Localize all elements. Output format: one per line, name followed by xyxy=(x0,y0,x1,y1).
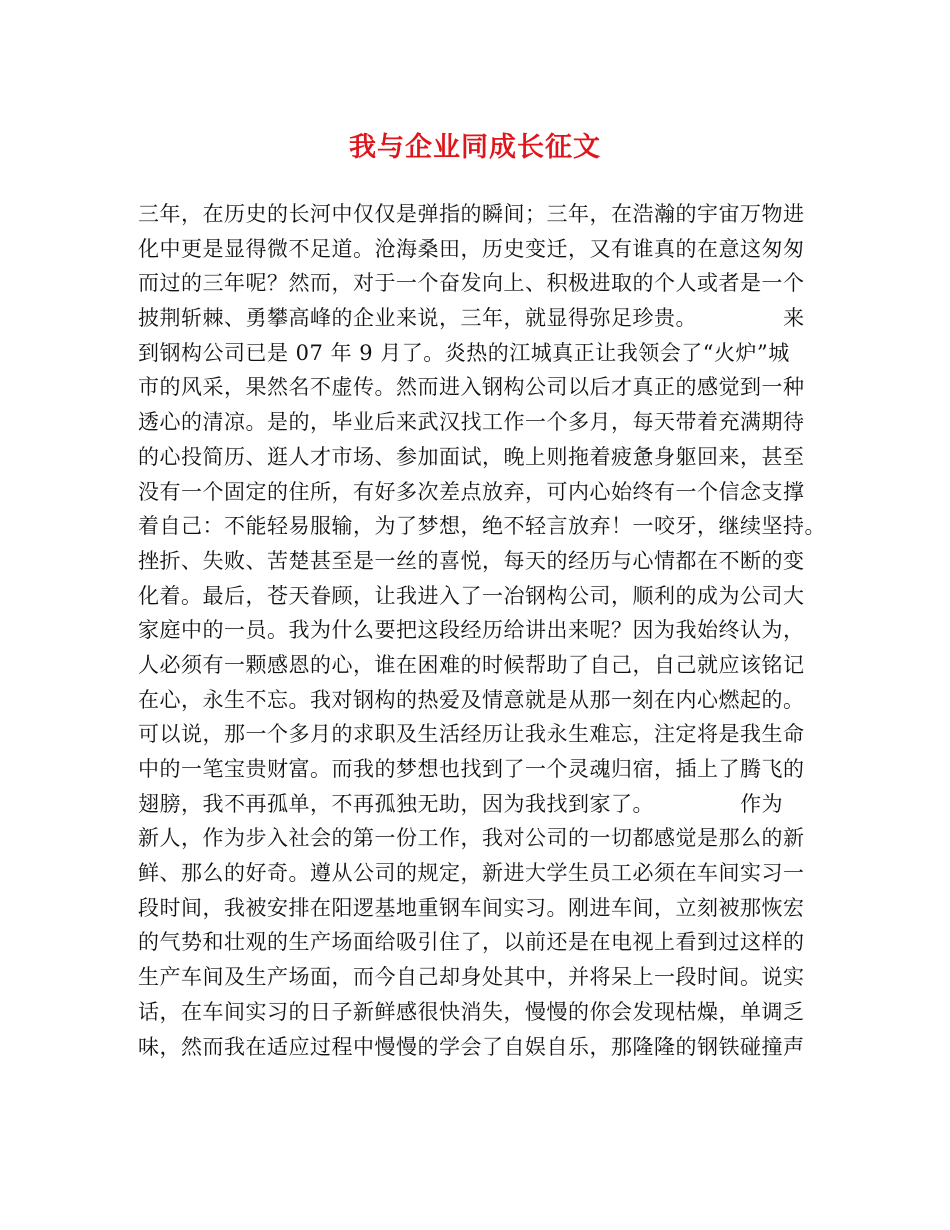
document-title: 我与企业同成长征文 xyxy=(349,132,601,163)
body-line: 段时间，我被安排在阳逻基地重钢车间实习。刚进车间，立刻被那恢宏 xyxy=(138,895,805,920)
body-line: 三年，在历史的长河中仅仅是弹指的瞬间；三年，在浩瀚的宇宙万物进 xyxy=(138,202,805,226)
body-line: 在心，永生不忘。我对钢构的热爱及情意就是从那一刻在内心燃起的。 xyxy=(138,687,805,712)
body-line: 而过的三年呢？然而，对于一个奋发向上、积极进取的个人或者是一个 xyxy=(138,271,805,296)
body-line: 市的风采，果然名不虚传。然而进入钢构公司以后才真正的感觉到一种 xyxy=(138,375,805,400)
body-line: 化着。最后，苍天眷顾，让我进入了一冶钢构公司，顺利的成为公司大 xyxy=(138,583,805,608)
body-line: 挫折、失败、苦楚甚至是一丝的喜悦，每天的经历与心情都在不断的变 xyxy=(138,548,805,573)
body-line: 没有一个固定的住所，有好多次差点放弃，可内心始终有一个信念支撑 xyxy=(138,479,805,504)
body-line: 翅膀，我不再孤单，不再孤独无助，因为我找到家了。 作为 xyxy=(138,791,784,816)
body-line: 中的一笔宝贵财富。而我的梦想也找到了一个灵魂归宿，插上了腾飞的 xyxy=(138,757,805,781)
body-line: 到钢构公司已是 07 年 9 月了。炎热的江城真正让我领会了“火炉”城 xyxy=(138,340,790,365)
body-line: 家庭中的一员。我为什么要把这段经历给讲出来呢？因为我始终认为， xyxy=(138,618,805,643)
body-line: 化中更是显得微不足道。沧海桑田，历史变迁，又有谁真的在意这匆匆 xyxy=(138,236,805,261)
document-body xyxy=(138,197,838,1064)
body-line: 透心的清凉。是的，毕业后来武汉找工作一个多月，每天带着充满期待 xyxy=(138,410,805,435)
body-line: 鲜、那么的好奇。遵从公司的规定，新进大学生员工必须在车间实习一 xyxy=(138,861,805,886)
body-line: 味，然而我在适应过程中慢慢的学会了自娱自乐，那隆隆的钢铁碰撞声 xyxy=(138,1034,805,1059)
body-line: 生产车间及生产场面，而今自己却身处其中，并将呆上一段时间。说实 xyxy=(138,965,805,990)
body-line: 人必须有一颗感恩的心，谁在困难的时候帮助了自己，自己就应该铭记 xyxy=(138,652,805,677)
body-line: 披荆斩棘、勇攀高峰的企业来说，三年，就显得弥足珍贵。 来 xyxy=(138,306,805,331)
body-line: 可以说，那一个多月的求职及生活经历让我永生难忘，注定将是我生命 xyxy=(138,722,805,747)
body-line: 着自己：不能轻易服输，为了梦想，绝不轻言放弃！一咬牙，继续坚持。 xyxy=(138,514,826,539)
body-line: 的气势和壮观的生产场面给吸引住了，以前还是在电视上看到过这样的 xyxy=(138,930,805,955)
body-line: 话，在车间实习的日子新鲜感很快消失，慢慢的你会发现枯燥，单调乏 xyxy=(138,999,805,1024)
body-line: 新人，作为步入社会的第一份工作，我对公司的一切都感觉是那么的新 xyxy=(138,826,805,851)
body-line: 的心投简历、逛人才市场、参加面试，晚上则拖着疲惫身躯回来，甚至 xyxy=(138,444,805,469)
